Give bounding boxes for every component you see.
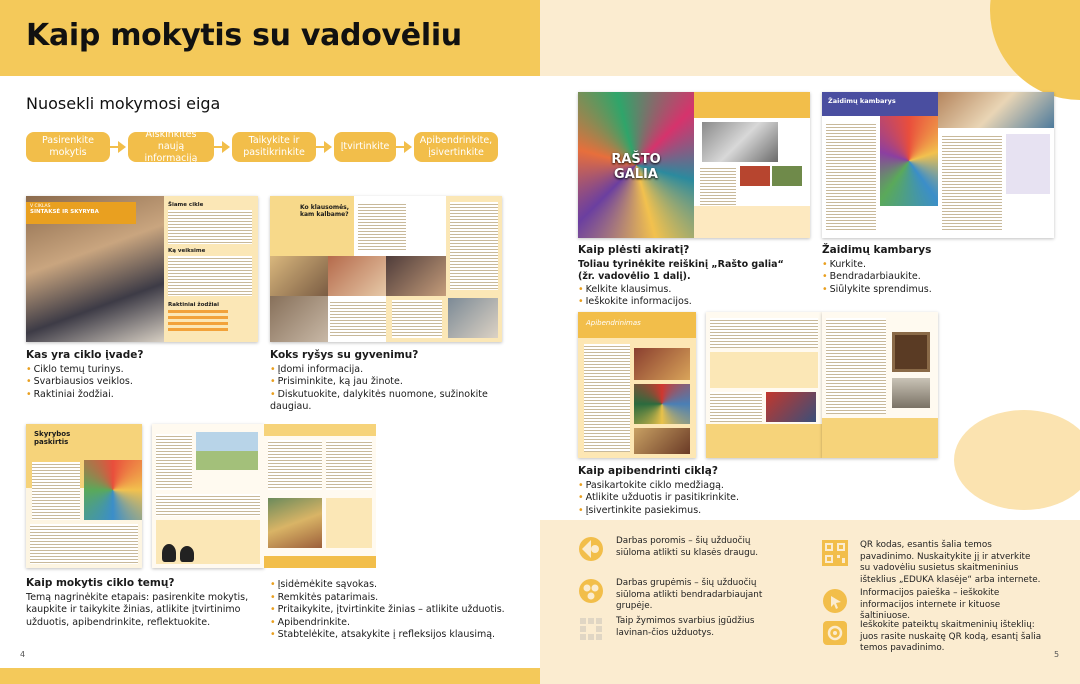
caption-topics-item: • Apibendrinkite.	[270, 617, 520, 630]
caption-topics-heading: Kaip mokytis ciklo temų?	[26, 577, 175, 589]
caption-cycle-item: • Ciklo temų turinys.	[26, 364, 256, 377]
chapter-label: V CIKLAS	[30, 204, 51, 209]
caption-cycle-item: • Svarbiausios veiklos.	[26, 376, 256, 389]
summary-title: Apibendrinimas	[586, 319, 641, 327]
learning-steps	[26, 129, 498, 164]
thumb-summary-right	[822, 312, 938, 458]
skills-icon	[578, 616, 604, 642]
legend-digital	[822, 620, 1042, 655]
thumb-lesson-left	[26, 424, 142, 568]
caption-topics	[26, 577, 258, 629]
legend-pairs-text: Darbas poromis – šių užduočių siūloma atlikti su klasės draugu.	[616, 536, 759, 558]
page-number-left: 4	[20, 650, 26, 659]
legend-digital-text: Ieškokite pateiktų skaitmeninių išteklių: juos rasite nuskaitę QR kodą, esantį šalia temos pavadinimo.	[860, 620, 1042, 653]
page-title: Kaip mokytis su vadovėliu	[26, 18, 462, 53]
qr-code-icon	[822, 540, 848, 566]
caption-cycle-item: • Raktiniai žodžiai.	[26, 389, 256, 402]
caption-life-item: • Diskutuokite, dalykitės nuomone, sužinokite daugiau.	[270, 389, 530, 414]
caption-summary-item: • Įsivertinkite pasiekimus.	[578, 505, 818, 518]
caption-life-item: • Įdomi informacija.	[270, 364, 530, 377]
life-title: Ko klausomės, kam kalbame?	[300, 204, 349, 218]
caption-games	[822, 244, 1052, 296]
decorative-circle-right	[954, 410, 1080, 510]
caption-broaden-item: • Kelkite klausimus.	[578, 284, 808, 297]
caption-life-heading: Koks ryšys su gyvenimu?	[270, 349, 419, 361]
caption-life	[270, 349, 530, 414]
pair-work-icon	[578, 536, 604, 562]
lesson-title: Skyrybos paskirtis	[34, 430, 71, 446]
legend-qr-text: QR kodas, esantis šalia temos pavadinimo. Nuskaitykite jį ir atverkite su vadovėliu susietus skaitmeninius išteklius „EDUKA klasėje“ arba internete.	[860, 540, 1041, 585]
caption-summary	[578, 465, 818, 517]
caption-topics-item: • Pritaikykite, įtvirtinkite žinias – atlikite užduotis.	[270, 604, 520, 617]
caption-summary-item: • Pasikartokite ciklo medžiagą.	[578, 480, 818, 493]
caption-cycle-heading: Kas yra ciklo įvade?	[26, 349, 144, 361]
step-4: Įtvirtinkite	[334, 132, 396, 162]
step-3: Taikykite ir pasitikrinkite	[232, 132, 316, 162]
thumb-games	[822, 92, 1054, 238]
box-title: Šiame cikle	[168, 202, 204, 208]
caption-broaden-heading: Kaip plėsti akiratį?	[578, 244, 690, 256]
caption-games-item: • Kurkite.	[822, 259, 1052, 272]
caption-games-item: • Siūlykite sprendimus.	[822, 284, 1052, 297]
legend-skills-text: Taip žymimos svarbius įgūdžius lavinan-čios užduotys.	[616, 616, 755, 638]
caption-life-item: • Prisiminkite, ką jau žinote.	[270, 376, 530, 389]
caption-broaden-sub2: (žr. vadovėlio 1 dalį).	[578, 271, 691, 283]
legend-groups	[578, 578, 778, 613]
caption-topics-item: • Remkitės patarimais.	[270, 592, 520, 605]
legend-qr	[822, 540, 1042, 586]
caption-broaden-sub: Toliau tyrinėkite reiškinį „Rašto galia“	[578, 258, 784, 270]
caption-topics-text: Temą nagrinėkite etapais: pasirenkite mokytis, kaupkite ir taikykite žinias, atlikite įtvirtinimo užduotis, apibendrinkite, reflektuokite.	[26, 591, 249, 628]
step-1: Pasirenkite mokytis	[26, 132, 110, 162]
footer-band-right	[540, 668, 1080, 684]
caption-broaden	[578, 244, 808, 309]
search-info-icon	[822, 588, 848, 614]
thumb-life	[270, 196, 502, 342]
thumb-lesson-right	[264, 424, 376, 568]
caption-broaden-item: • Ieškokite informacijos.	[578, 296, 808, 309]
caption-cycle	[26, 349, 256, 401]
digital-resources-icon	[822, 620, 848, 646]
caption-topics-item: • Įsidėmėkite sąvokas.	[270, 579, 520, 592]
thumb-pattern	[578, 92, 810, 238]
footer-band-left	[0, 668, 540, 684]
box-sub: Ką veiksime	[168, 248, 206, 254]
games-title: Žaidimų kambarys	[828, 97, 896, 105]
thumb-cycle-intro	[26, 196, 258, 342]
legend-groups-text: Darbas grupėmis – šių užduočių siūloma atlikti bendradarbiaujant grupėje.	[616, 578, 763, 611]
caption-games-item: • Bendradarbiaukite.	[822, 271, 1052, 284]
thumb-lesson-mid	[152, 424, 264, 568]
caption-topics-list	[270, 579, 520, 642]
legend-search-text: Informacijos paieška – ieškokite informacijos internete ir kituose šaltiniuose.	[860, 588, 1001, 621]
caption-summary-item: • Atlikite užduotis ir pasitikrinkite.	[578, 492, 818, 505]
caption-summary-heading: Kaip apibendrinti ciklą?	[578, 465, 718, 477]
legend-search	[822, 588, 1042, 623]
thumb-summary-mid	[706, 312, 822, 458]
legend-skills	[578, 616, 778, 642]
section-title: Nuosekli mokymosi eiga	[26, 94, 221, 113]
pattern-title: RAŠTO GALIA	[611, 152, 661, 182]
thumb-summary-left	[578, 312, 696, 458]
group-work-icon	[578, 578, 604, 604]
decorative-circle	[990, 0, 1080, 100]
step-2: Aiškinkitės naują informaciją	[128, 132, 214, 162]
legend-pairs	[578, 536, 778, 562]
box-keywords: Raktiniai žodžiai	[168, 302, 220, 308]
step-5: Apibendrinkite, įsivertinkite	[414, 132, 498, 162]
caption-topics-item: • Stabtelėkite, atsakykite į refleksijos klausimą.	[270, 629, 520, 642]
caption-games-heading: Žaidimų kambarys	[822, 244, 932, 256]
chapter-title: SINTAKSĖ IR SKYRYBA	[30, 209, 99, 215]
page-number-right: 5	[1054, 650, 1060, 659]
